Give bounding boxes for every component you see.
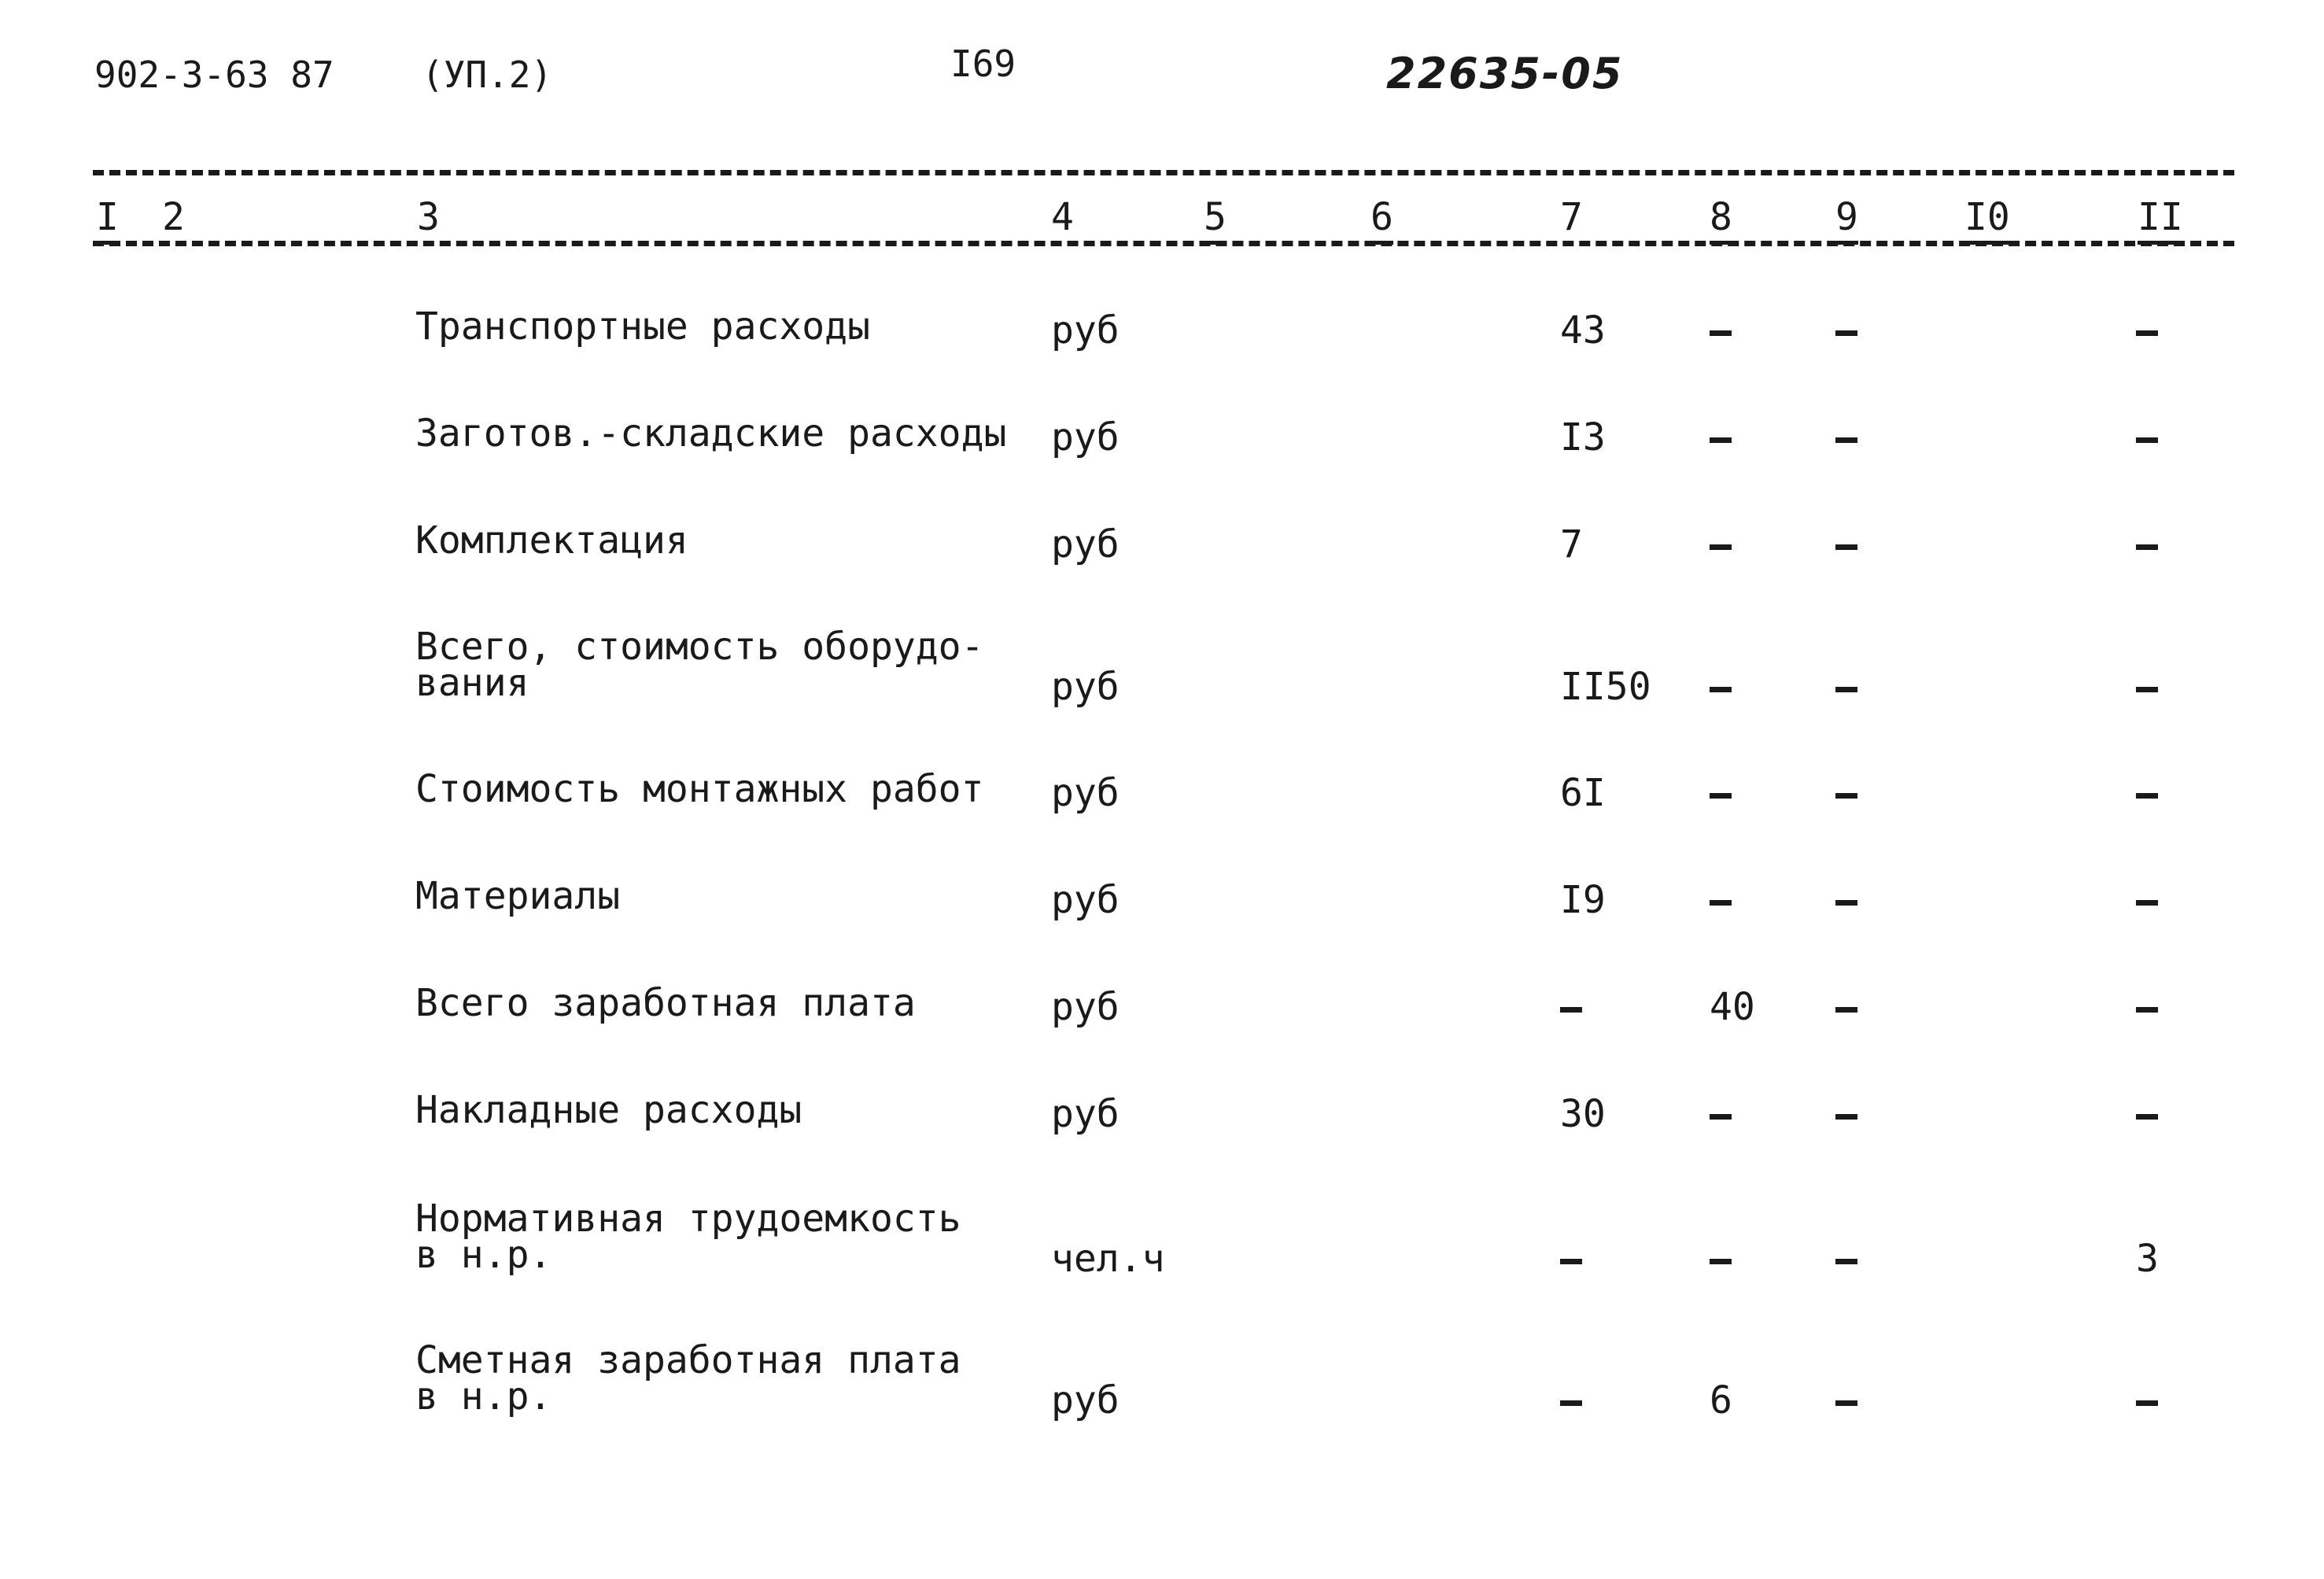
column-11-value — [2136, 522, 2158, 566]
row-unit: руб — [1051, 522, 1120, 566]
row-unit: руб — [1051, 771, 1120, 815]
column-9-value — [1835, 985, 1857, 1029]
column-8-value — [1710, 1237, 1732, 1281]
column-8-value — [1710, 1092, 1732, 1136]
row-description: Всего, стоимость оборудо- вания — [415, 625, 984, 705]
column-7-value: 43 — [1560, 308, 1606, 352]
column-number: I — [96, 195, 119, 239]
top-dashed-rule — [93, 170, 2234, 175]
column-11-value — [2136, 1092, 2158, 1136]
column-8-value — [1710, 665, 1732, 709]
page-number: I69 — [950, 42, 1016, 85]
row-unit: руб — [1051, 1378, 1120, 1422]
row-description: Нормативная трудоемкость в н.р. — [415, 1197, 961, 1277]
column-8-value — [1710, 771, 1732, 815]
column-number: 7 — [1560, 195, 1583, 239]
column-7-value — [1560, 985, 1582, 1029]
row-unit: руб — [1051, 415, 1120, 459]
column-number: II — [2138, 195, 2183, 239]
row-unit: руб — [1051, 308, 1120, 352]
album-label: (УП.2) — [422, 53, 553, 96]
column-number: I0 — [1964, 195, 2010, 239]
column-7-value: 7 — [1560, 522, 1583, 566]
column-11-value — [2136, 878, 2158, 922]
column-7-value: I3 — [1560, 415, 1606, 459]
column-8-value: 6 — [1710, 1378, 1732, 1422]
bottom-dashed-rule — [93, 241, 2234, 246]
row-description: Транспортные расходы — [415, 304, 870, 349]
column-number: 8 — [1710, 195, 1732, 239]
column-9-value — [1835, 308, 1857, 352]
column-7-value — [1560, 1237, 1582, 1281]
column-8-value — [1710, 415, 1732, 459]
column-9-value — [1835, 771, 1857, 815]
column-number: 6 — [1370, 195, 1393, 239]
row-unit: руб — [1051, 878, 1120, 922]
column-number: 2 — [162, 195, 185, 239]
row-description: Сметная заработная плата в н.р. — [415, 1338, 961, 1419]
document-code: 902-3-63 87 — [94, 53, 334, 96]
row-description: Материалы — [415, 874, 621, 918]
column-9-value — [1835, 522, 1857, 566]
column-7-value: 30 — [1560, 1092, 1606, 1136]
column-8-value — [1710, 522, 1732, 566]
column-number: 5 — [1204, 195, 1227, 239]
column-number: 3 — [417, 195, 440, 239]
column-9-value — [1835, 1237, 1857, 1281]
row-description: Стоимость монтажных работ — [415, 767, 984, 811]
column-8-value — [1710, 308, 1732, 352]
column-number: 9 — [1835, 195, 1858, 239]
column-7-value: II50 — [1560, 665, 1651, 709]
column-11-value — [2136, 308, 2158, 352]
column-11-value — [2136, 1378, 2158, 1422]
row-unit: чел.ч — [1051, 1237, 1165, 1281]
column-9-value — [1835, 878, 1857, 922]
column-9-value — [1835, 665, 1857, 709]
row-unit: руб — [1051, 1092, 1120, 1136]
column-11-value — [2136, 665, 2158, 709]
column-7-value: I9 — [1560, 878, 1606, 922]
row-description: Комплектация — [415, 518, 688, 563]
column-7-value: 6I — [1560, 771, 1606, 815]
stamp-number: 22635-05 — [1386, 49, 1624, 98]
column-11-value — [2136, 771, 2158, 815]
column-number: 4 — [1051, 195, 1074, 239]
column-11-value — [2136, 415, 2158, 459]
row-unit: руб — [1051, 665, 1120, 709]
column-11-value: 3 — [2136, 1237, 2159, 1281]
row-description: Заготов.-складские расходы — [415, 411, 1007, 456]
row-unit: руб — [1051, 985, 1120, 1029]
column-9-value — [1835, 1092, 1857, 1136]
column-11-value — [2136, 985, 2158, 1029]
column-9-value — [1835, 415, 1857, 459]
column-9-value — [1835, 1378, 1857, 1422]
row-description: Всего заработная плата — [415, 981, 916, 1025]
column-7-value — [1560, 1378, 1582, 1422]
column-8-value: 40 — [1710, 985, 1755, 1029]
row-description: Накладные расходы — [415, 1088, 802, 1132]
column-8-value — [1710, 878, 1732, 922]
